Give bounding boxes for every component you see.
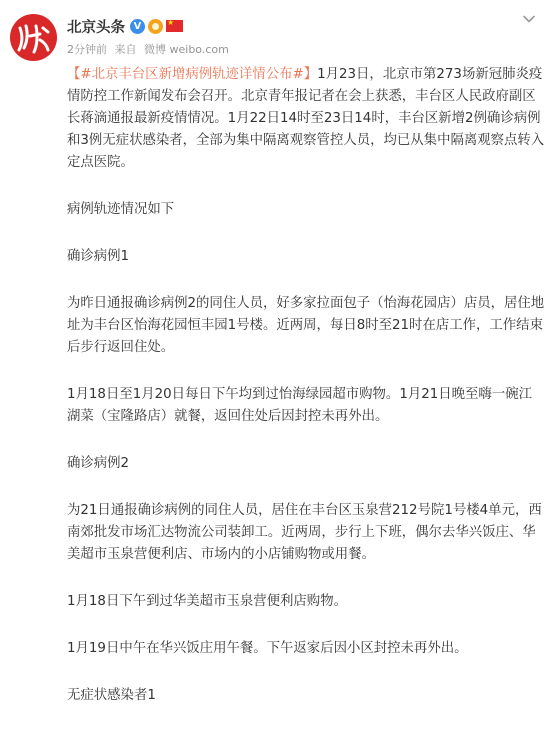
account-name[interactable]: 北京头条 bbox=[67, 19, 125, 36]
paragraph-case2-detail: 为21日通报确诊病例的同住人员，居住在丰台区玉泉营212号院1号楼4单元，西南郊批发市场汇达物流公司装卸工。近两周，步行上下班，偶尔去华兴饭庄、华美超市玉泉营便利店、市场内的小店铺购物或用餐。 bbox=[67, 503, 542, 562]
paragraph-case2-heading: 确诊病例2 bbox=[67, 456, 130, 471]
post-body bbox=[67, 64, 545, 732]
post-time[interactable]: 2分钟前 bbox=[67, 43, 107, 56]
post-source[interactable]: 微博 weibo.com bbox=[144, 43, 229, 56]
paragraph-case1-detail: 为昨日通报确诊病例2的同住人员，好多家拉面包子（怡海花园店）店员，居住地址为丰台区怡海花园恒丰园1号楼。近两周，每日8时至21时在店工作，工作结束后步行返回住处。 bbox=[67, 296, 545, 355]
paragraph-asymptomatic1-heading: 无症状感染者1 bbox=[67, 688, 156, 703]
post-source-prefix: 来自 bbox=[114, 43, 137, 56]
account-header bbox=[67, 15, 183, 37]
hashtag-link[interactable]: 【#北京丰台区新增病例轨迹详情公布#】 bbox=[67, 67, 318, 82]
paragraph-case1-trajectory: 1月18日至1月20日每日下午均到过怡海绿园超市购物。1月21日晚至嗨一碗江湖菜（宝隆路店）就餐，返回住处后因封控未再外出。 bbox=[67, 387, 533, 424]
intro-text: 1月23日，北京市第273场新冠肺炎疫情防控工作新闻发布会召开。北京青年报记者在会上获悉，丰台区人民政府副区长蒋滴通报最新疫情情况。1月22日14时至23日14时，丰台区新增2例确诊病例和3例无症状感染者，全部为集中隔离观察管控人员，均已从集中隔离观察点转入定点医院。 bbox=[67, 67, 545, 170]
chevron-down-icon[interactable] bbox=[522, 12, 536, 26]
verified-icon: V bbox=[130, 19, 145, 34]
brand-logo-icon bbox=[10, 14, 57, 61]
post-intro bbox=[67, 64, 545, 174]
china-flag-icon bbox=[166, 20, 183, 32]
paragraph-trajectory-heading: 病例轨迹情况如下 bbox=[67, 202, 175, 217]
post-meta bbox=[67, 41, 233, 57]
paragraph-case1-heading: 确诊病例1 bbox=[67, 249, 130, 264]
paragraph-case2-jan18: 1月18日下午到过华美超市玉泉营便利店购物。 bbox=[67, 594, 347, 609]
paragraph-case2-jan19: 1月19日中午在华兴饭庄用午餐。下午返家后因小区封控未再外出。 bbox=[67, 641, 468, 656]
gold-medal-icon bbox=[148, 19, 163, 34]
avatar[interactable] bbox=[10, 14, 57, 61]
